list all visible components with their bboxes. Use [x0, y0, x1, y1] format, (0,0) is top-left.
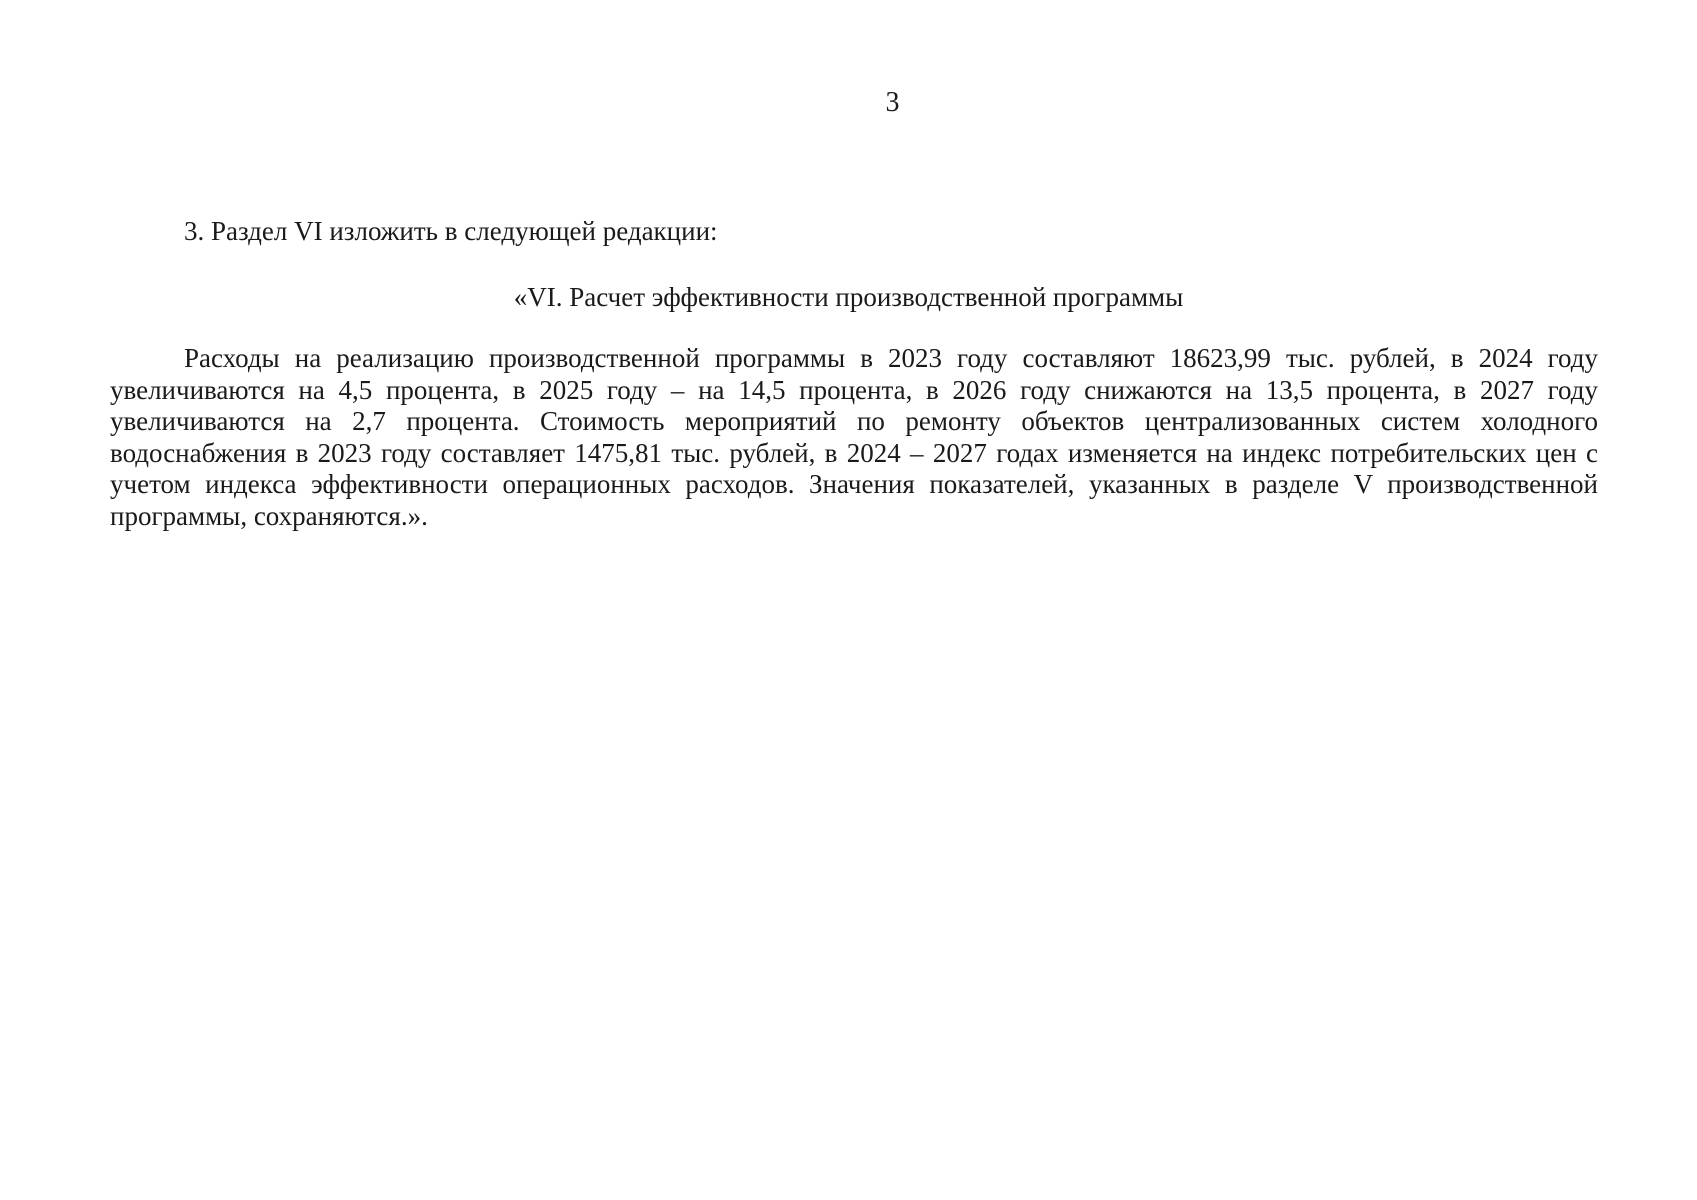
section-title: «VI. Расчет эффективности производственной программы — [513, 282, 1184, 312]
body-paragraph: Расходы на реализацию производственной программы в 2023 году составляют 18623,99 тыс. рублей, в 2024 году увеличиваются на 4,5 процента, в 2025 году – на 14,5 процента, в 2026 году снижаются на 13,5 процента, в 2027 году увеличиваются на 2,7 процента. Стоимость мероприятий по ремонту объектов централизованных систем холодного водоснабжения в 2023 году составляет 1475,81 тыс. рублей, в 2024 – 2027 годах изменяется на индекс потребительских цен с учетом индекса эффективности операционных расходов. Значения показателей, указанных в разделе V производственной программы, сохраняются.». — [110, 343, 1598, 531]
page-number: 3 — [885, 87, 900, 118]
amendment-instruction: 3. Раздел VI изложить в следующей редакции: — [184, 216, 718, 246]
